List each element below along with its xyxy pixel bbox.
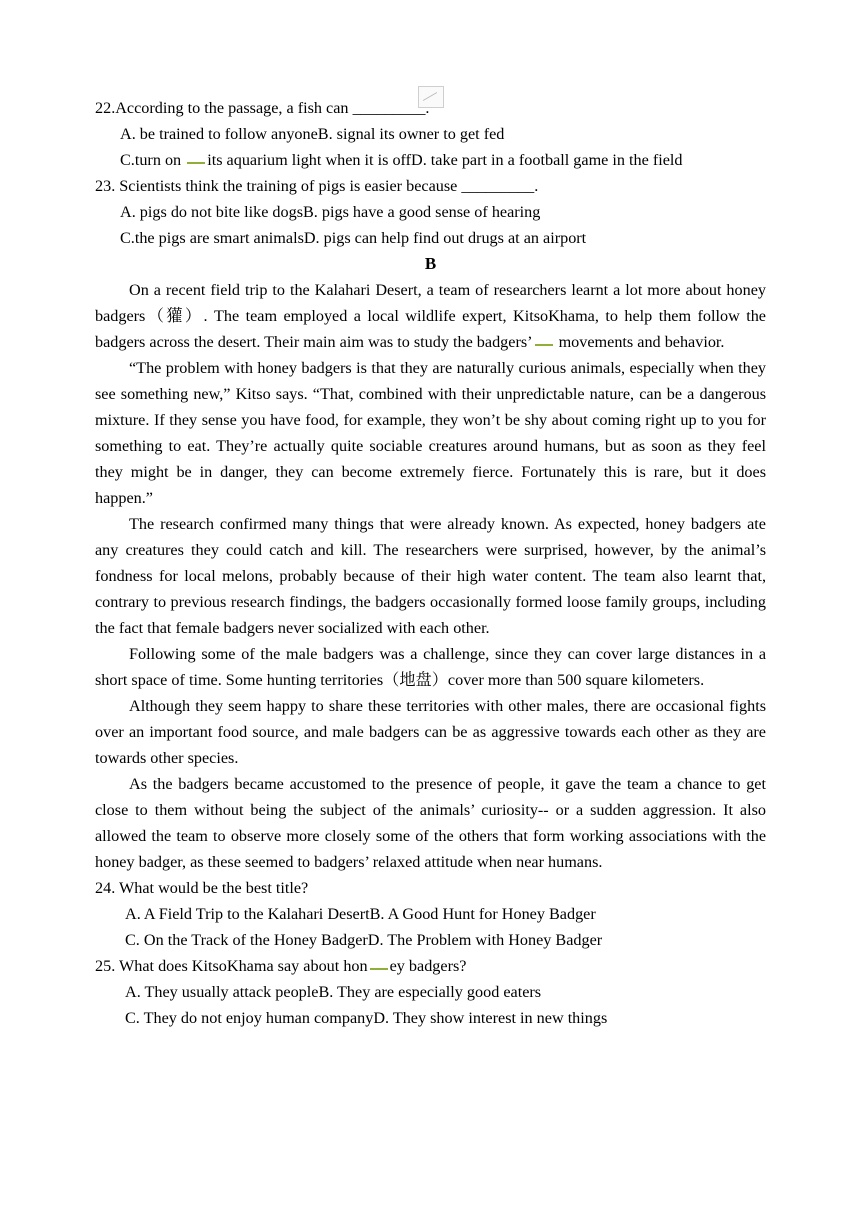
question-25-options-cd: C. They do not enjoy human companyD. They show interest in new things	[125, 1009, 608, 1027]
question-25-stem-start: 25. What does KitsoKhama say about hon	[95, 957, 368, 975]
question-25-stem	[95, 953, 766, 979]
section-heading: B	[424, 254, 437, 273]
question-22-options-cd	[95, 147, 766, 173]
question-23-options-cd: C.the pigs are smart animalsD. pigs can help find out drugs at an airport	[120, 229, 587, 247]
highlight-mark	[535, 344, 553, 346]
document-page	[95, 95, 766, 1031]
paragraph-3: The research confirmed many things that were already known. As expected, honey badgers ate any creatures they could catch and kill. The researchers were surprised, however, by the animal’s fondness for local melons, probably because of their high water content. The team also learnt that, contrary to previous research findings, the badgers occasionally formed loose family groups, including the fact that female badgers never socialized with each other.	[95, 515, 766, 637]
question-22-stem: 22.According to the passage, a fish can _________.	[95, 99, 430, 117]
paragraph-2: “The problem with honey badgers is that they are naturally curious animals, especially when they see something new,” Kitso says. “That, combined with their unpredictable nature, can be a dangerous mixture. If they sense you have food, for example, they won’t be shy about coming right up to you for something to eat. They’re actually quite sociable creatures around humans, but as soon as they feel they might be in danger, they can become extremely fierce. Fortunately this is rare, but it does happen.”	[95, 359, 766, 507]
paragraph-1-end: movements and behavior.	[554, 333, 725, 351]
question-23-options-ab: A. pigs do not bite like dogsB. pigs have a good sense of hearing	[120, 203, 541, 221]
question-22-options-ab: A. be trained to follow anyoneB. signal its owner to get fed	[120, 125, 505, 143]
paragraph-4: Following some of the male badgers was a challenge, since they can cover large distances in a short space of time. Some hunting territories（地盘）cover more than 500 square kilometers.	[95, 645, 766, 689]
paragraph-1-text: On a recent field trip to the Kalahari Desert, a team of researchers learnt a lot more about honey badgers（獾）. The team employed a local wildlife expert, KitsoKhama, to help them follow the badgers across the desert. Their main aim was to study the badgers’	[95, 281, 766, 351]
question-24-stem: 24. What would be the best title?	[95, 879, 309, 897]
paragraph-1	[95, 277, 766, 355]
question-25-stem-end: ey badgers?	[389, 957, 467, 975]
question-23-stem: 23. Scientists think the training of pigs is easier because _________.	[95, 177, 539, 195]
question-25-options-ab: A. They usually attack peopleB. They are especially good eaters	[125, 983, 542, 1001]
question-24-options-cd: C. On the Track of the Honey BadgerD. The Problem with Honey Badger	[125, 931, 603, 949]
paragraph-6: As the badgers became accustomed to the presence of people, it gave the team a chance to get close to them without being the subject of the animals’ curiosity-- or a sudden aggression. It also allowed the team to observe more closely some of the others that form working associations with the honey badger, as these seemed to badgers’ relaxed attitude when near humans.	[95, 775, 766, 871]
paragraph-5: Although they seem happy to share these territories with other males, there are occasional fights over an important food source, and male badgers can be as aggressive towards each other as they are towards other species.	[95, 697, 766, 767]
option-c-suffix: its aquarium light when it is offD. take part in a football game in the field	[207, 151, 683, 169]
question-24-options-ab: A. A Field Trip to the Kalahari DesertB. A Good Hunt for Honey Badger	[125, 905, 596, 923]
highlight-mark	[187, 162, 205, 164]
highlight-mark	[370, 968, 388, 970]
option-c-prefix: C.turn on	[120, 151, 186, 169]
